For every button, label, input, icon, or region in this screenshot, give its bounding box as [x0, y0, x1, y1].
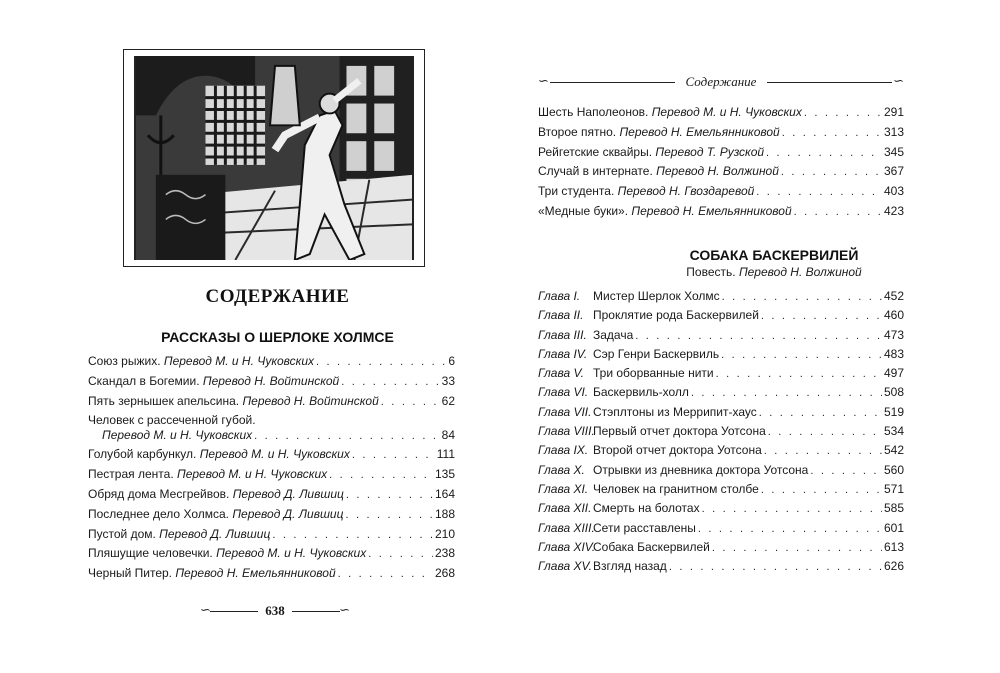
entry-page: 571	[883, 481, 904, 496]
leader-dots	[768, 425, 882, 440]
entry-title: Последнее дело Холмса.	[88, 506, 229, 521]
leader-dots	[345, 508, 433, 523]
entry-page: 534	[883, 424, 904, 439]
entry-page: 135	[434, 467, 455, 482]
entry-title: Черный Питер.	[88, 566, 173, 581]
entry-title: «Медные буки».	[538, 203, 629, 218]
leader-dots	[669, 560, 882, 575]
toc-entry[interactable]	[88, 447, 455, 467]
leader-dots	[381, 395, 440, 410]
leader-dots	[766, 146, 882, 161]
toc-list-chapters	[538, 289, 904, 578]
toc-entry[interactable]	[88, 507, 455, 527]
leader-dots	[759, 406, 882, 421]
leader-dots	[329, 468, 433, 483]
toc-entry[interactable]	[88, 354, 455, 374]
entry-title: Собака Баскервилей	[593, 539, 710, 554]
toc-entry[interactable]	[538, 405, 904, 424]
entry-page: 613	[883, 539, 904, 554]
entry-page: 62	[441, 393, 455, 408]
chapter-label: Глава VII.	[538, 404, 592, 419]
entry-page: 111	[436, 447, 455, 462]
entry-translator: Перевод Н. Емельянниковой	[631, 203, 792, 218]
entry-title: Отрывки из дневника доктора Уотсона	[593, 462, 809, 477]
chapter-label: Глава X.	[538, 462, 585, 477]
entry-page: 460	[883, 308, 904, 323]
toc-entry[interactable]	[538, 521, 904, 540]
entry-page: 367	[883, 164, 904, 179]
leader-dots	[338, 567, 433, 582]
toc-entry[interactable]	[538, 385, 904, 404]
leader-dots	[691, 386, 882, 401]
entry-title: Пляшущие человечки.	[88, 546, 213, 561]
sherlock-illustration	[123, 49, 425, 267]
leader-dots	[794, 205, 882, 220]
toc-entry[interactable]	[88, 467, 455, 487]
subtitle-translator: Перевод Н. Волжиной	[738, 265, 862, 279]
entry-translator: Перевод Н. Войтинской	[202, 373, 340, 388]
toc-entry[interactable]	[538, 105, 904, 125]
entry-page: 508	[883, 385, 904, 400]
entry-page: 164	[434, 486, 455, 501]
entry-page: 238	[434, 546, 455, 561]
right-page	[500, 0, 1000, 673]
entry-page: 560	[883, 462, 904, 477]
toc-entry[interactable]	[538, 308, 904, 327]
entry-page: 6	[448, 354, 455, 368]
leader-dots	[764, 444, 882, 459]
entry-title: Взгляд назад	[593, 559, 667, 574]
chapter-label: Глава XV.	[538, 559, 592, 574]
entry-title: Пустой дом.	[88, 526, 156, 541]
entry-page: 473	[883, 327, 904, 342]
entry-title: Шесть Наполеонов.	[538, 105, 649, 119]
entry-translator: Перевод Н. Войтинской	[242, 393, 379, 408]
leader-dots	[782, 126, 882, 141]
entry-page: 84	[441, 428, 455, 443]
entry-title: Союз рыжих.	[88, 354, 161, 368]
leader-dots	[761, 309, 882, 324]
entry-title: Первый отчет доктора Уотсона	[593, 424, 766, 439]
running-header	[538, 73, 904, 93]
leader-dots	[635, 329, 882, 344]
entry-page: 601	[883, 520, 904, 535]
chapter-label: Глава III.	[538, 327, 587, 342]
entry-title: Второй отчет доктора Уотсона	[593, 443, 762, 458]
entry-page: 33	[441, 373, 455, 388]
toc-entry[interactable]	[538, 482, 904, 501]
engraving-icon	[136, 56, 412, 260]
entry-title: Рейгетские сквайры.	[538, 144, 653, 159]
section-title-sherlock-stories: РАССКАЗЫ О ШЕРЛОКЕ ХОЛМСЕ	[161, 329, 394, 345]
entry-page: 403	[883, 184, 904, 199]
page-folio	[200, 601, 350, 623]
toc-entry[interactable]	[538, 559, 904, 578]
toc-entry[interactable]	[538, 289, 904, 308]
toc-entry[interactable]	[538, 424, 904, 443]
entry-title: Задача	[593, 327, 634, 342]
toc-entry[interactable]	[88, 374, 455, 394]
entry-translator: Перевод Д. Лившиц	[159, 526, 271, 541]
entry-title: Пестрая лента.	[88, 467, 174, 482]
section-title-hound: СОБАКА БАСКЕРВИЛЕЙ	[689, 247, 859, 263]
leader-dots	[272, 528, 433, 543]
toc-entry[interactable]	[538, 145, 904, 165]
entry-page: 519	[883, 404, 904, 419]
entry-translator: Перевод Н. Емельянниковой	[175, 566, 336, 581]
entry-page: 452	[883, 289, 904, 303]
entry-translator: Перевод Д. Лившиц	[232, 486, 344, 501]
toc-entry[interactable]	[538, 540, 904, 559]
chapter-label: Глава I.	[538, 289, 581, 303]
entry-page: 313	[883, 124, 904, 139]
entry-title: Второе пятно.	[538, 124, 617, 139]
entry-translator: Перевод Д. Лившиц	[232, 506, 344, 521]
toc-entry[interactable]	[538, 184, 904, 204]
chapter-label: Глава VIII.	[538, 424, 595, 439]
illustration-frame	[134, 56, 414, 260]
folio-rule	[292, 611, 340, 612]
chapter-label: Глава IX.	[538, 443, 589, 458]
entry-page: 483	[883, 346, 904, 361]
entry-title: Голубой карбункул.	[88, 447, 197, 462]
chapter-label: Глава XII.	[538, 501, 592, 516]
entry-translator: Перевод Т. Рузской	[655, 144, 765, 159]
entry-translator: Перевод М. и Н. Чуковских	[177, 467, 328, 482]
toc-entry[interactable]	[538, 443, 904, 462]
entry-title: Мистер Шерлок Холмс	[593, 289, 720, 303]
toc-entry[interactable]	[538, 501, 904, 520]
entry-page: 585	[883, 501, 904, 516]
entry-translator: Перевод Н. Емельянниковой	[619, 124, 780, 139]
leader-dots	[810, 464, 882, 479]
toc-entry[interactable]	[538, 125, 904, 145]
toc-list-stories-continued	[538, 105, 904, 224]
chapter-label: Глава IV.	[538, 346, 588, 361]
leader-dots	[352, 448, 435, 463]
entry-title: Человек с рассеченной губой.	[88, 413, 256, 428]
entry-translator: Перевод М. и Н. Чуковских	[163, 354, 315, 368]
chapter-label: Глава V.	[538, 366, 584, 381]
section-subtitle	[500, 265, 1000, 279]
toc-entry[interactable]	[538, 463, 904, 482]
entry-page: 188	[434, 506, 455, 521]
entry-translator: Перевод М. и Н. Чуковских	[102, 428, 253, 443]
toc-entry[interactable]	[88, 487, 455, 507]
toc-entry[interactable]	[88, 527, 455, 547]
entry-page: 291	[883, 105, 904, 119]
entry-title: Три студента.	[538, 184, 615, 199]
entry-page: 423	[883, 203, 904, 218]
entry-title: Баскервиль-холл	[593, 385, 689, 400]
contents-heading: СОДЕРЖАНИЕ	[205, 286, 350, 307]
toc-entry[interactable]	[538, 366, 904, 385]
toc-entry[interactable]	[538, 347, 904, 366]
entry-translator: Перевод Н. Гвоздаревой	[617, 184, 755, 199]
entry-page: 268	[434, 566, 455, 581]
leader-dots	[346, 488, 433, 503]
toc-entry[interactable]	[88, 413, 455, 447]
subtitle-prefix: Повесть.	[686, 265, 736, 279]
entry-page: 345	[883, 144, 904, 159]
chapter-label: Глава II.	[538, 308, 584, 323]
toc-entry[interactable]	[88, 546, 455, 566]
entry-translator: Перевод М. и Н. Чуковских	[199, 447, 350, 462]
entry-page: 497	[883, 366, 904, 381]
toc-entry[interactable]	[88, 566, 455, 586]
toc-list-stories	[88, 354, 455, 586]
entry-translator: Перевод М. и Н. Чуковских	[216, 546, 367, 561]
leader-dots	[341, 375, 439, 390]
leader-dots	[254, 429, 440, 444]
leader-dots	[761, 483, 882, 498]
entry-title: Стэплтоны из Меррипит-хаус	[593, 404, 757, 419]
entry-title: Сети расставлены	[593, 520, 696, 535]
header-rule	[767, 82, 892, 83]
chapter-label: Глава VI.	[538, 385, 589, 400]
entry-page: 626	[883, 559, 904, 574]
entry-title: Случай в интернате.	[538, 164, 653, 179]
leader-dots	[722, 290, 882, 305]
entry-title: Пять зернышек апельсина.	[88, 393, 240, 408]
chapter-label: Глава XIV.	[538, 539, 596, 554]
toc-entry[interactable]	[538, 164, 904, 184]
leader-dots	[368, 547, 433, 562]
toc-entry[interactable]	[538, 204, 904, 224]
toc-entry[interactable]	[88, 394, 455, 414]
leader-dots	[712, 541, 882, 556]
leader-dots	[756, 185, 882, 200]
leader-dots	[702, 502, 882, 517]
entry-translator: Перевод М. и Н. Чуковских	[651, 105, 802, 119]
entry-title: Человек на гранитном столбе	[593, 481, 759, 496]
flourish-right-icon: ∽	[893, 74, 904, 89]
leader-dots	[316, 355, 446, 370]
flourish-left-icon: ∽	[538, 74, 549, 89]
leader-dots	[781, 165, 882, 180]
entry-title: Скандал в Богемии.	[88, 373, 200, 388]
entry-title: Сэр Генри Баскервиль	[593, 346, 720, 361]
leader-dots	[804, 106, 882, 121]
chapter-label: Глава XIII.	[538, 520, 595, 535]
flourish-right-icon: ∽	[339, 603, 350, 618]
entry-title: Проклятие рода Баскервилей	[593, 308, 759, 323]
entry-title: Три оборванные нити	[593, 366, 714, 381]
leader-dots	[716, 367, 882, 382]
toc-entry[interactable]	[538, 328, 904, 347]
entry-title: Смерть на болотах	[593, 501, 700, 516]
chapter-label: Глава XI.	[538, 481, 589, 496]
running-header-text: Содержание	[685, 74, 757, 89]
entry-page: 210	[434, 526, 455, 541]
entry-title: Обряд дома Месгрейвов.	[88, 486, 230, 501]
entry-page: 542	[883, 443, 904, 458]
entry-translator: Перевод Н. Волжиной	[656, 164, 779, 179]
leader-dots	[721, 348, 882, 363]
leader-dots	[698, 522, 882, 537]
page-number: 638	[265, 603, 285, 618]
flourish-left-icon: ∽	[200, 603, 211, 618]
